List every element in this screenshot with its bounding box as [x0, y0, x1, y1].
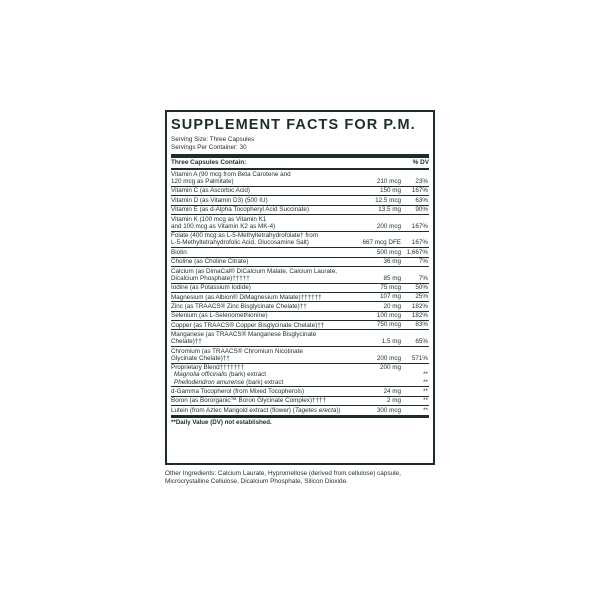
nutrient-amount: 667 mcg DFE: [362, 239, 401, 247]
nutrient-amount: 200 mcg: [376, 354, 401, 362]
nutrient-dv: 7%: [418, 274, 428, 282]
nutrient-dv: 7%: [418, 257, 428, 265]
nutrient-row: [171, 214, 429, 231]
nutrient-rows: [171, 170, 429, 414]
nutrient-row: [171, 247, 429, 256]
nutrient-dv: 167%: [411, 222, 428, 230]
nutrient-name: Vitamin E (as d-Alpha Tocopheryl Acid Succinate): [171, 206, 310, 214]
nutrient-name: d-Gamma Tocopherol (from Mixed Tocopherols): [171, 388, 305, 396]
nutrient-amount: 200 mcg: [376, 222, 401, 230]
nutrient-name: Calcium (as DimaCal® DiCalcium Malate, Calcium Laurate, Dicalcium Phosphate)†††††: [171, 267, 337, 282]
nutrient-dv: 571%: [411, 354, 428, 362]
nutrient-name: Magnesium (as Albion® DiMagnesium Malate)††††††: [171, 293, 322, 301]
nutrient-row: [171, 205, 429, 214]
nutrient-name: Vitamin D (as Vitamin D3) (500 IU): [171, 196, 268, 204]
nutrient-name: Selenium (as L-Selenomethionine): [171, 312, 268, 320]
blend-amount: 200 mg: [379, 364, 401, 372]
nutrient-dv: 83%: [415, 321, 428, 329]
blend-item-part: (bark) extract: [244, 378, 284, 386]
blend-item-latin: Phellodendron amurense: [174, 378, 245, 386]
nutrient-name: Manganese (as TRAACS® Manganese Bisglycinate Chelate)††: [171, 331, 317, 346]
nutrient-amount: 500 mcg: [376, 248, 401, 256]
nutrient-amount: 36 mg: [383, 257, 401, 265]
column-header-row: [171, 158, 429, 168]
nutrient-dv: 50%: [415, 283, 428, 291]
nutrient-name: Boron (as Bororganic™ Boron Glycinate Complex)††††: [171, 397, 327, 405]
nutrient-row: [171, 329, 429, 346]
nutrient-amount: 20 mg: [383, 302, 401, 310]
nutrient-name: Vitamin C (as Ascorbic Acid): [171, 187, 250, 195]
footnote: **Daily Value (DV) not established.: [171, 418, 272, 426]
nutrient-row: [171, 266, 429, 283]
nutrient-dv: 167%: [411, 187, 428, 195]
nutrient-name: Iodine (as Potassium Iodide): [171, 284, 251, 292]
blend-item: [171, 379, 429, 386]
nutrient-row: [171, 346, 429, 363]
lutein-text-end: )): [336, 406, 341, 414]
blend-name: Proprietary Blend†††††††: [171, 364, 245, 372]
supplement-facts-panel: [165, 110, 435, 465]
nutrient-name: Vitamin K (100 mcg as Vitamin K1 and 100 mcg as Vitamin K2 as MK-4): [171, 215, 276, 230]
nutrient-dv: 1,667%: [406, 248, 428, 256]
nutrient-name: Vitamin A (90 mcg from Beta Carotene and 120 mcg as Palmitate): [171, 170, 291, 185]
nutrient-dv: 182%: [411, 312, 428, 320]
nutrient-dv: **: [423, 406, 428, 414]
nutrient-row: [171, 292, 429, 301]
nutrient-dv: 25%: [415, 293, 428, 301]
nutrient-amount: 24 mg: [383, 387, 401, 395]
nutrient-name: Chromium (as TRAACS® Chromium Nicotinate Glycinate Chelate)††: [171, 347, 303, 362]
nutrient-dv: 167%: [411, 239, 428, 247]
nutrient-row: [171, 170, 429, 186]
nutrient-amount: 75 mcg: [380, 283, 401, 291]
blend-item-latin: Magnolia officinalis: [174, 371, 228, 379]
nutrient-dv: **: [423, 397, 428, 405]
nutrient-row: [171, 283, 429, 292]
servings-per-container: Servings Per Container: 30: [171, 143, 247, 151]
other-ingredients: Other Ingredients: Calcium Laurate, Hypromellose (derived from cellulose) capsule, Microcrystalline Cellulose, Dicalcium Phosphate, Silicon Dioxide.: [165, 470, 401, 486]
nutrient-row: [171, 405, 429, 414]
blend-item: [171, 371, 429, 378]
nutrient-name: Zinc (as TRAACS® Zinc Bisglycinate Chelate)††: [171, 302, 307, 310]
nutrient-amount: 107 mg: [379, 293, 401, 301]
lutein-latin: Tagetes erecta: [294, 406, 337, 414]
blend-item-dv: **: [423, 371, 428, 379]
blend-item-dv: **: [423, 378, 428, 386]
nutrient-dv: 182%: [411, 302, 428, 310]
panel-title: SUPPLEMENT FACTS FOR P.M.: [171, 117, 416, 133]
nutrient-amount: 210 mcg: [376, 177, 401, 185]
nutrient-amount: 85 mg: [383, 274, 401, 282]
nutrient-amount: 100 mcg: [376, 312, 401, 320]
nutrient-row: [171, 301, 429, 310]
nutrient-amount: 13.5 mg: [378, 205, 401, 213]
nutrient-amount: 12.5 mcg: [375, 196, 401, 204]
nutrient-row: [171, 195, 429, 204]
nutrient-name: Choline (as Choline Citrate): [171, 258, 249, 266]
nutrient-amount: 1.5 mg: [381, 338, 401, 346]
nutrient-name: Folate (400 mcg as L-5-Methyltetrahydrofolate† from L-5-Methyltetrahydrofolic Acid, Glucosamine Salt): [171, 232, 318, 247]
lutein-text: Lutein (from Aztec Marigold extract (flower) (: [171, 406, 295, 414]
nutrient-dv: **: [423, 387, 428, 395]
nutrient-amount: 750 mcg: [376, 321, 401, 329]
serving-size: Serving Size: Three Capsules: [171, 136, 255, 143]
nutrient-row: [171, 231, 429, 248]
nutrient-dv: 90%: [415, 205, 428, 213]
nutrient-dv: 23%: [415, 177, 428, 185]
nutrient-row: [171, 257, 429, 266]
dv-header: % DV: [412, 159, 429, 167]
nutrient-name: Copper (as TRAACS® Copper Bisglycinate Chelate)††: [171, 321, 325, 329]
nutrient-amount: 2 mg: [387, 397, 401, 405]
nutrient-row: [171, 311, 429, 320]
nutrient-row: [171, 386, 429, 395]
proprietary-blend-row: [171, 363, 429, 387]
nutrient-amount: 150 mg: [379, 187, 401, 195]
nutrient-dv: 65%: [415, 338, 428, 346]
nutrient-row: [171, 320, 429, 329]
nutrient-dv: 63%: [415, 196, 428, 204]
blend-item-part: (bark) extract: [227, 371, 267, 379]
column-header: Three Capsules Contain:: [171, 159, 247, 167]
nutrient-row: [171, 186, 429, 195]
nutrient-name: Biotin: [171, 248, 187, 256]
nutrient-row: [171, 396, 429, 405]
nutrient-amount: 300 mcg: [376, 406, 401, 414]
